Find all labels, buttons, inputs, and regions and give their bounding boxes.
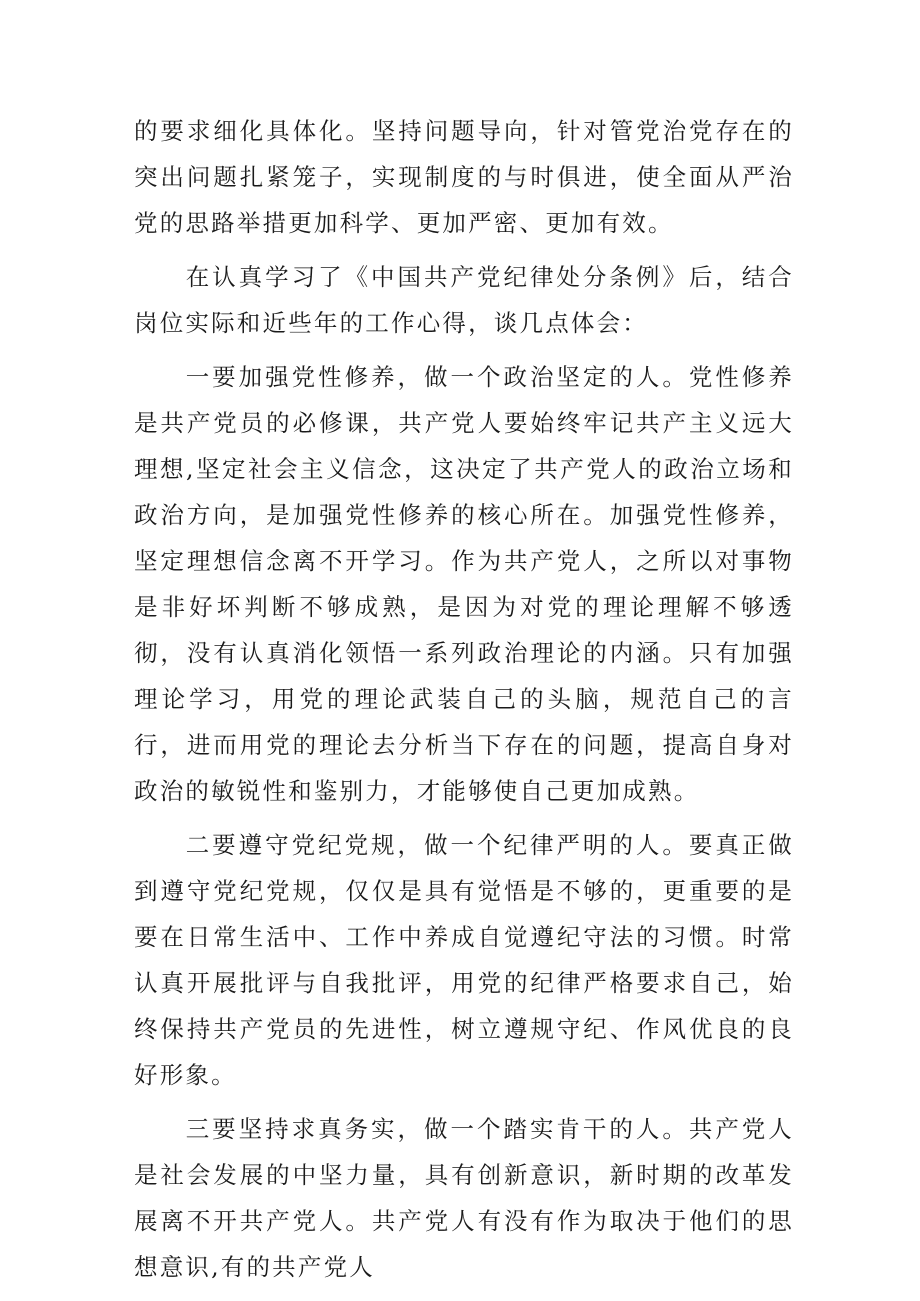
paragraph-2: 在认真学习了《中国共产党纪律处分条例》后，结合岗位实际和近些年的工作心得，谈几点体会： [134, 263, 794, 337]
paragraph-1: 的要求细化具体化。坚持问题导向，针对管党治党存在的突出问题扎紧笼子，实现制度的与时俱进，使全面从严治党的思路举措更加科学、更加严密、更加有效。 [134, 117, 794, 237]
paragraph-5: 三要坚持求真务实，做一个踏实肯干的人。共产党人是社会发展的中坚力量，具有创新意识，新时期的改革发展离不开共产党人。共产党人有没有作为取决于他们的思想意识,有的共产党人 [134, 1115, 794, 1281]
paragraph-3: 一要加强党性修养，做一个政治坚定的人。党性修养是共产党员的必修课，共产党人要始终牢记共产主义远大理想,坚定社会主义信念，这决定了共产党人的政治立场和政治方向，是加强党性修养的核心所在。加强党性修养，坚定理想信念离不开学习。作为共产党人，之所以对事物是非好坏判断不够成熟，是因为对党的理论理解不够透彻，没有认真消化领悟一系列政治理论的内涵。只有加强理论学习，用党的理论武装自己的头脑，规范自己的言行，进而用党的理论去分析当下存在的问题，提高自身对政治的敏锐性和鉴别力，才能够使自己更加成熟。 [134, 363, 794, 805]
document-body [134, 108, 794, 1298]
paragraph-4: 二要遵守党纪党规，做一个纪律严明的人。要真正做到遵守党纪党规，仅仅是具有觉悟是不够的，更重要的是要在日常生活中、工作中养成自觉遵纪守法的习惯。时常认真开展批评与自我批评，用党的纪律严格要求自己，始终保持共产党员的先进性，树立遵规守纪、作风优良的良好形象。 [134, 831, 794, 1089]
